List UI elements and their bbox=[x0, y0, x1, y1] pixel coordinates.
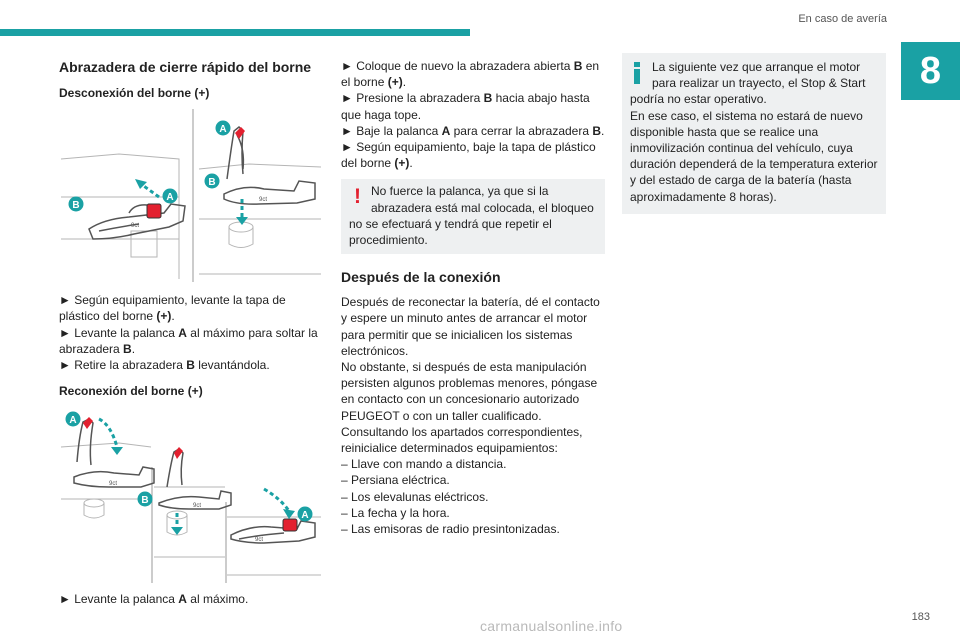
chapter-number: 8 bbox=[901, 42, 960, 100]
reinstall-steps: ► Coloque de nuevo la abrazadera abierta B en el borne (+). ► Presione la abrazadera B hacia abajo hasta que haga tope. ► Baje la palanca A para cerrar la abrazadera B. ► Según equipamiento, baje la tapa de plástico del borne (+). bbox=[341, 59, 605, 171]
svg-text:A: A bbox=[219, 124, 227, 136]
info-text-lead: La siguiente vez que arranque el motor para realizar un trayecto, el Stop & Start bbox=[652, 60, 866, 91]
svg-text:B: B bbox=[72, 200, 80, 212]
after-paragraph-2: No obstante, si después de esta manipulación persisten algunos problemas menores, póngase en contacto con un concesionario autorizado PEUGEOT o con un taller cualificado. bbox=[341, 360, 598, 423]
watermark: carmanualsonline.info bbox=[480, 618, 623, 634]
badge-b-icon bbox=[138, 492, 153, 507]
info-text-2: En ese caso, el sistema no estará de nuevo disponible hasta que se realice una inmovilización continua del vehículo, cuya duración dependerá de la temperatura exterior y del estado de carga de la batería (hasta aproximadamente 8 horas). bbox=[630, 108, 878, 204]
info-box bbox=[622, 53, 886, 214]
svg-text:B: B bbox=[208, 177, 216, 189]
svg-text:A: A bbox=[301, 510, 309, 522]
info-icon bbox=[633, 62, 641, 88]
disconnect-illustration bbox=[59, 109, 321, 284]
header-accent-bar bbox=[0, 29, 470, 36]
list-item: – Las emisoras de radio presintonizadas. bbox=[341, 522, 560, 537]
svg-text:B: B bbox=[141, 495, 149, 507]
list-item: – La fecha y la hora. bbox=[341, 505, 450, 520]
svg-text:A: A bbox=[69, 415, 77, 427]
reconnect-heading: Reconexión del borne (+) bbox=[59, 384, 203, 399]
list-item: – Llave con mando a distancia. bbox=[341, 457, 507, 472]
after-paragraph-3: Consultando los apartados correspondientes, reinicialice determinados equipamientos: bbox=[341, 424, 583, 456]
clamp-heading: Abrazadera de cierre rápido del borne bbox=[59, 59, 312, 75]
clamp-mark-text: 9ct bbox=[131, 223, 140, 230]
disconnect-heading: Desconexión del borne (+) bbox=[59, 86, 210, 100]
column-left bbox=[59, 58, 321, 608]
svg-text:A: A bbox=[166, 192, 174, 204]
after-connection-heading: Después de la conexión bbox=[341, 269, 501, 286]
column-middle bbox=[341, 58, 605, 537]
svg-text:9ct: 9ct bbox=[109, 481, 118, 488]
badge-b-icon bbox=[205, 174, 220, 189]
disconnect-steps: ► Según equipamiento, levante la tapa de plástico del borne (+). ► Levante la palanca A al máximo para soltar la abrazadera B. ► Retire la abrazadera B levantándola. bbox=[59, 293, 318, 373]
reconnect-illustration bbox=[59, 407, 321, 583]
reset-list bbox=[341, 456, 605, 537]
column-right bbox=[622, 53, 886, 214]
badge-a-icon bbox=[163, 189, 178, 204]
warning-text: no se efectuará y tendrá que repetir el procedimiento. bbox=[349, 216, 552, 248]
page-number: 183 bbox=[911, 611, 930, 623]
badge-a-icon bbox=[66, 412, 81, 427]
badge-a-icon bbox=[298, 507, 313, 522]
list-item: – Persiana eléctrica. bbox=[341, 473, 450, 488]
svg-text:9ct: 9ct bbox=[255, 537, 264, 544]
reconnect-step: ► Levante la palanca A al máximo. bbox=[59, 592, 249, 607]
svg-text:9ct: 9ct bbox=[193, 503, 202, 510]
list-item: – Los elevalunas eléctricos. bbox=[341, 489, 489, 504]
warning-exclamation-icon: ! bbox=[354, 185, 361, 209]
info-text: podría no estar operativo. bbox=[630, 92, 767, 107]
svg-text:9ct: 9ct bbox=[259, 197, 268, 204]
badge-b-icon bbox=[69, 197, 84, 212]
badge-a-icon bbox=[216, 121, 231, 136]
warning-box bbox=[341, 179, 605, 254]
after-paragraph-1: Después de reconectar la batería, dé el contacto y espere un minuto antes de arrancar el motor para permitir que se inicialicen los sistemas electrónicos. bbox=[341, 295, 600, 358]
warning-text-lead: No fuerce la palanca, ya que si la abrazadera está mal colocada, el bloqueo bbox=[371, 184, 594, 215]
section-title: En caso de avería bbox=[798, 13, 887, 25]
